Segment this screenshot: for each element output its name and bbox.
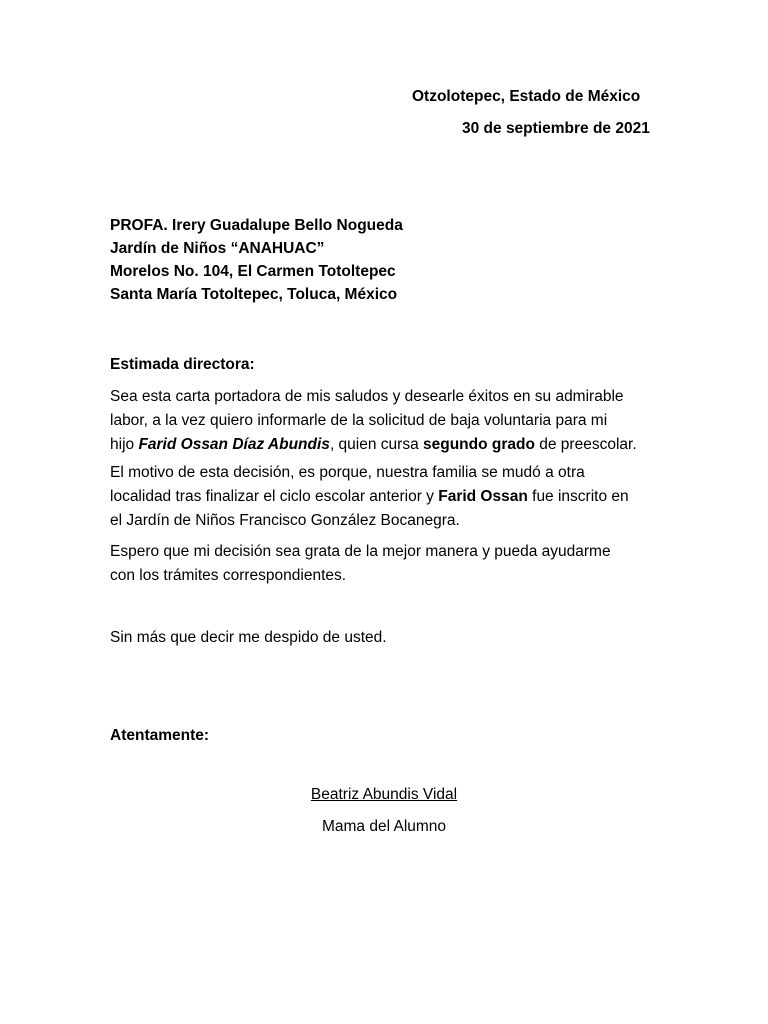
paragraph-3-line-1: Espero que mi decisión sea grata de la mejor manera y pueda ayudarme	[110, 543, 611, 560]
text: localidad tras finalizar el ciclo escolar anterior y	[110, 488, 439, 505]
sign-off: Atentamente:	[110, 727, 210, 744]
grade: segundo grado	[423, 436, 535, 453]
student-short-name: Farid Ossan	[438, 488, 528, 505]
paragraph-1-line-1: Sea esta carta portadora de mis saludos y desearle éxitos en su admirable	[110, 388, 624, 405]
text: hijo	[110, 436, 139, 453]
paragraph-1-line-2: labor, a la vez quiero informarle de la solicitud de baja voluntaria para mi	[110, 412, 608, 429]
closing-line: Sin más que decir me despido de usted.	[110, 629, 387, 646]
paragraph-2-line-2	[110, 485, 670, 509]
salutation: Estimada directora:	[110, 356, 255, 373]
letter-date: 30 de septiembre de 2021	[462, 120, 650, 137]
paragraph-2-line-1: El motivo de esta decisión, es porque, nuestra familia se mudó a otra	[110, 464, 585, 481]
paragraph-2	[110, 461, 670, 533]
recipient-address-line-2: Santa María Totoltepec, Toluca, México	[110, 286, 398, 303]
signer-name: Beatriz Abundis Vidal	[310, 786, 458, 803]
letter-place: Otzolotepec, Estado de México	[412, 88, 641, 105]
paragraph-1-line-3	[110, 433, 670, 457]
paragraph-3	[110, 540, 670, 588]
paragraph-2-line-3: el Jardín de Niños Francisco González Bocanegra.	[110, 512, 460, 529]
text: , quien cursa	[329, 436, 423, 453]
signer-role: Mama del Alumno	[321, 818, 447, 835]
recipient-name: PROFA. Irery Guadalupe Bello Nogueda	[110, 217, 403, 234]
recipient-address-line-1: Morelos No. 104, El Carmen Totoltepec	[110, 263, 396, 280]
recipient-school: Jardín de Niños “ANAHUAC”	[110, 240, 325, 257]
paragraph-1	[110, 385, 670, 457]
student-name: Farid Ossan Díaz Abundis	[138, 436, 330, 453]
text: de preescolar.	[534, 436, 637, 453]
paragraph-3-line-2: con los trámites correspondientes.	[110, 567, 347, 584]
text: fue inscrito en	[527, 488, 629, 505]
